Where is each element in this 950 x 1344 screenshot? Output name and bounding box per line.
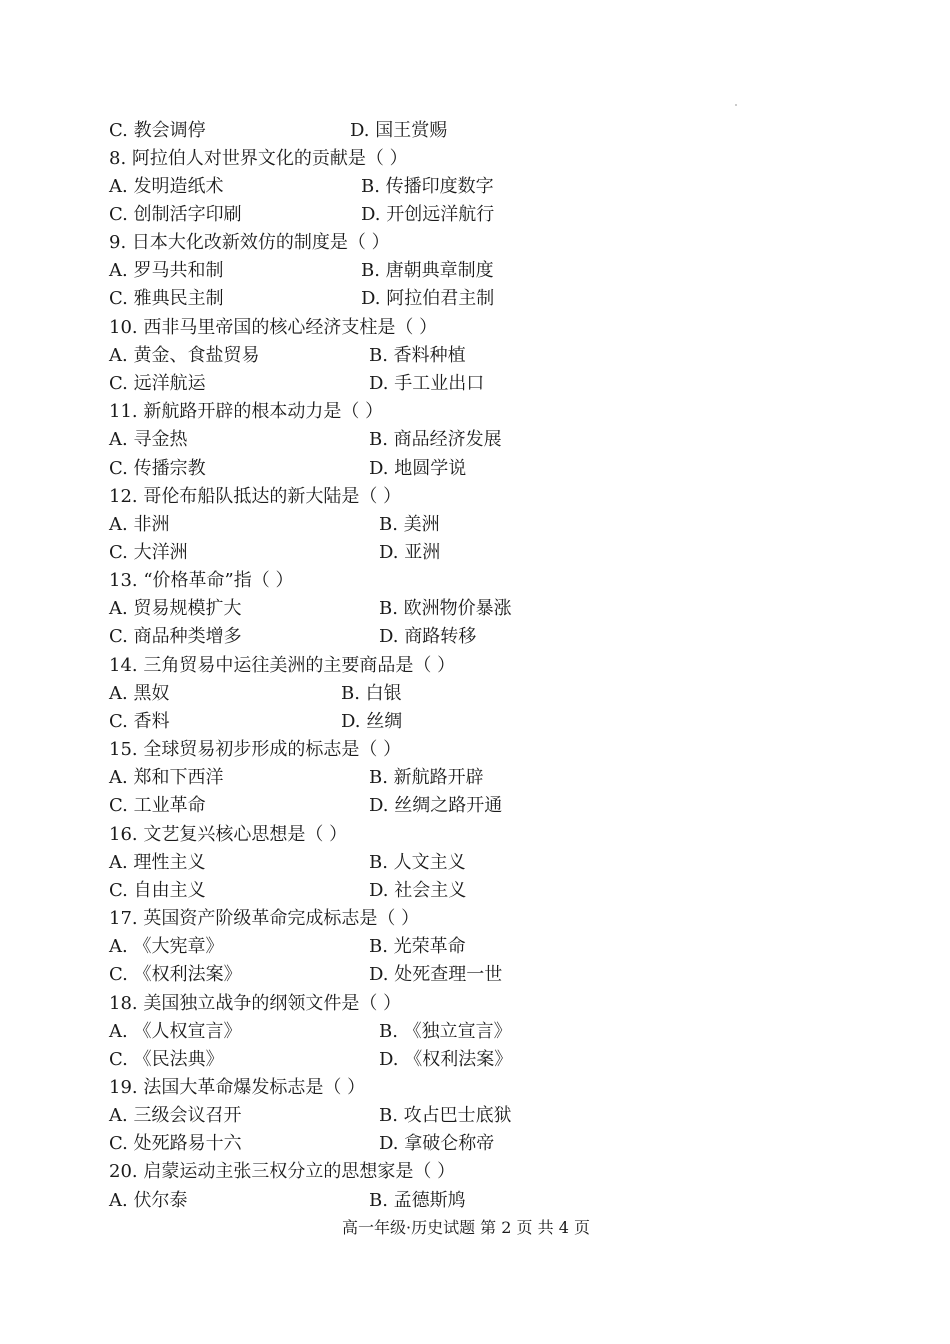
option-left: C. 雅典民主制 xyxy=(109,288,224,309)
option-left: C. 远洋航运 xyxy=(109,373,206,394)
option-left: C. 商品种类增多 xyxy=(109,626,242,647)
option-row xyxy=(109,680,402,708)
option-right: B. 美洲 xyxy=(379,514,440,535)
question-stem: 9. 日本大化改新效仿的制度是（ ） xyxy=(109,232,390,253)
question-stem: 14. 三角贸易中运往美洲的主要商品是（ ） xyxy=(109,655,456,676)
option-row xyxy=(109,173,494,201)
option-left: C. 《民法典》 xyxy=(109,1049,224,1070)
option-right: D. 国王赏赐 xyxy=(350,120,448,141)
question-stem: 18. 美国独立战争的纲领文件是（ ） xyxy=(109,993,402,1014)
option-row xyxy=(109,511,440,539)
question-stem: 8. 阿拉伯人对世界文化的贡献是（ ） xyxy=(109,148,408,169)
option-right: D. 地圆学说 xyxy=(369,458,467,479)
option-right: D. 商路转移 xyxy=(379,626,477,647)
option-row xyxy=(109,285,495,313)
question-stem: 20. 启蒙运动主张三权分立的思想家是（ ） xyxy=(109,1161,456,1182)
option-right: D. 《权利法案》 xyxy=(379,1049,513,1070)
option-row xyxy=(109,1046,513,1074)
option-row xyxy=(109,849,466,877)
option-right: D. 丝绸之路开通 xyxy=(369,795,503,816)
option-left: A. 《大宪章》 xyxy=(109,936,224,957)
option-row xyxy=(109,1018,512,1046)
option-left: A. 发明造纸术 xyxy=(109,176,224,197)
question-stem: 10. 西非马里帝国的核心经济支柱是（ ） xyxy=(109,317,438,338)
question-stem: 11. 新航路开辟的根本动力是（ ） xyxy=(109,401,384,422)
option-right: B. 攻占巴士底狱 xyxy=(379,1105,512,1126)
option-row xyxy=(109,623,477,651)
option-left: C. 大洋洲 xyxy=(109,542,188,563)
option-left: A. 黄金、食盐贸易 xyxy=(109,345,260,366)
option-left: A. 黑奴 xyxy=(109,683,170,704)
option-right: B. 香料种植 xyxy=(369,345,466,366)
question-stem: 16. 文艺复兴核心思想是（ ） xyxy=(109,824,348,845)
option-row xyxy=(109,764,484,792)
option-right: B. 人文主义 xyxy=(369,852,466,873)
option-left: A. 《人权宣言》 xyxy=(109,1021,242,1042)
option-left: C. 香料 xyxy=(109,711,170,732)
option-row xyxy=(109,257,494,285)
option-right: B. 孟德斯鸠 xyxy=(369,1190,466,1211)
option-right: D. 社会主义 xyxy=(369,880,467,901)
option-left: A. 三级会议召开 xyxy=(109,1105,242,1126)
option-right: D. 亚洲 xyxy=(379,542,441,563)
option-left: C. 创制活字印刷 xyxy=(109,204,242,225)
option-row xyxy=(109,455,467,483)
option-right: B. 新航路开辟 xyxy=(369,767,484,788)
option-left: A. 罗马共和制 xyxy=(109,260,224,281)
option-row xyxy=(109,792,503,820)
option-right: B. 传播印度数字 xyxy=(361,176,494,197)
option-row xyxy=(109,539,441,567)
option-row xyxy=(109,933,466,961)
option-right: B. 唐朝典章制度 xyxy=(361,260,494,281)
option-left: A. 贸易规模扩大 xyxy=(109,598,242,619)
option-right: B. 白银 xyxy=(341,683,402,704)
option-right: D. 拿破仑称帝 xyxy=(379,1133,495,1154)
option-left: A. 寻金热 xyxy=(109,429,188,450)
option-right: D. 丝绸 xyxy=(341,711,403,732)
option-row xyxy=(109,342,466,370)
option-right: B. 《独立宣言》 xyxy=(379,1021,512,1042)
scan-speck xyxy=(735,104,737,106)
question-stem: 17. 英国资产阶级革命完成标志是（ ） xyxy=(109,908,420,929)
question-stem: 13. “价格革命”指（ ） xyxy=(109,570,294,591)
option-left: A. 理性主义 xyxy=(109,852,206,873)
option-left: C. 《权利法案》 xyxy=(109,964,242,985)
page-footer: 高一年级·历史试题 第 2 页 共 4 页 xyxy=(342,1218,590,1237)
option-row xyxy=(109,877,467,905)
option-right: B. 商品经济发展 xyxy=(369,429,502,450)
option-row xyxy=(109,1187,466,1215)
option-left: C. 传播宗教 xyxy=(109,458,206,479)
option-left: A. 非洲 xyxy=(109,514,170,535)
option-right: D. 阿拉伯君主制 xyxy=(361,288,495,309)
option-row xyxy=(109,708,403,736)
option-right: D. 手工业出口 xyxy=(369,373,485,394)
option-row xyxy=(109,426,502,454)
question-stem: 19. 法国大革命爆发标志是（ ） xyxy=(109,1077,366,1098)
option-right: D. 处死查理一世 xyxy=(369,964,503,985)
option-left: A. 郑和下西洋 xyxy=(109,767,224,788)
option-row xyxy=(109,117,448,145)
option-left: C. 自由主义 xyxy=(109,880,206,901)
option-row xyxy=(109,370,485,398)
option-right: B. 光荣革命 xyxy=(369,936,466,957)
option-right: D. 开创远洋航行 xyxy=(361,204,495,225)
option-row xyxy=(109,595,512,623)
option-right: B. 欧洲物价暴涨 xyxy=(379,598,512,619)
question-stem: 12. 哥伦布船队抵达的新大陆是（ ） xyxy=(109,486,402,507)
option-row xyxy=(109,201,495,229)
option-row xyxy=(109,961,503,989)
option-row xyxy=(109,1130,495,1158)
question-stem: 15. 全球贸易初步形成的标志是（ ） xyxy=(109,739,402,760)
option-left: C. 工业革命 xyxy=(109,795,206,816)
option-left: C. 处死路易十六 xyxy=(109,1133,242,1154)
option-row xyxy=(109,1102,512,1130)
option-left: C. 教会调停 xyxy=(109,120,206,141)
option-left: A. 伏尔泰 xyxy=(109,1190,188,1211)
